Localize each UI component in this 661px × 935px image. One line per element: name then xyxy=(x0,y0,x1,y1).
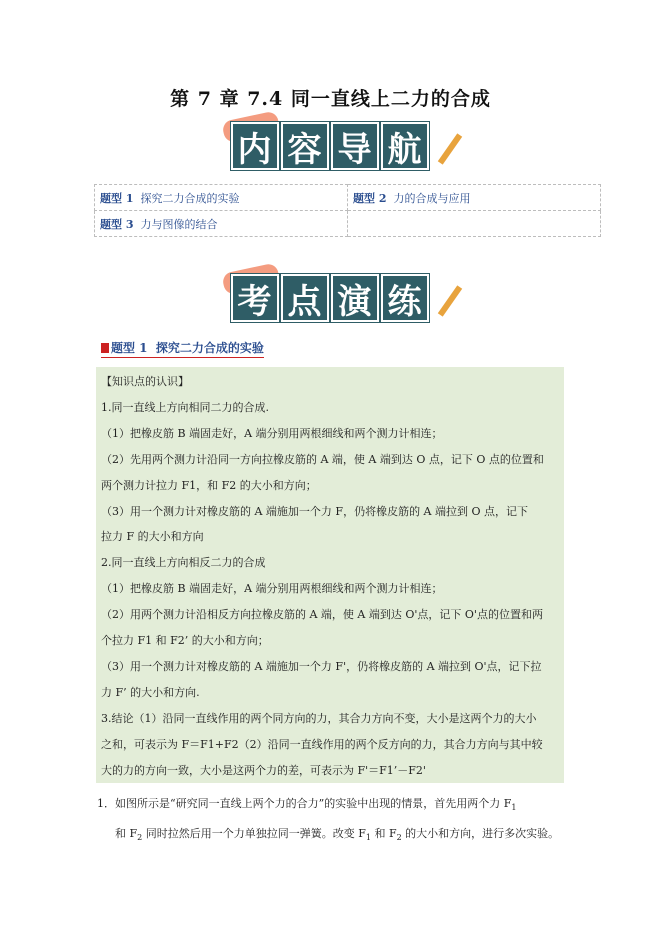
knowledge-line: 2.同一直线上方向相反二力的合成 xyxy=(101,556,266,570)
page-title: 第 7 章 7.4 同一直线上二力的合成 xyxy=(170,88,491,110)
question-text: 的大小和方向，进行多次实验。 xyxy=(401,827,560,841)
nav-text: 力的合成与应用 xyxy=(393,191,471,205)
table-row xyxy=(95,185,601,211)
nav-cell-empty xyxy=(348,211,601,237)
knowledge-line: 3.结论（1）沿同一直线作用的两个同方向的力，其合力方向不变，大小是这两个力的大小 xyxy=(101,711,537,725)
nav-cell[interactable] xyxy=(95,185,348,211)
knowledge-line: （1）把橡皮筋 B 端固走好，A 端分别用两根细线和两个测力计相连； xyxy=(101,426,443,440)
banner-char: 演 xyxy=(331,274,379,322)
knowledge-line: 两个测力计拉力 F1，和 F2 的大小和方向； xyxy=(101,478,317,492)
question-text: 1．如图所示是“研究同一直线上两个力的合力”的实验中出现的情景，首先用两个力 F xyxy=(97,797,512,810)
subscript: 2 xyxy=(396,833,402,843)
knowledge-line: 1.同一直线上方向相同二力的合成. xyxy=(101,400,269,414)
nav-cell[interactable] xyxy=(95,211,348,237)
knowledge-line: 之和，可表示为 F＝F1+F2（2）沿同一直线作用的两个反方向的力，其合力方向与其中较 xyxy=(101,737,543,751)
question-text: 和 F xyxy=(115,827,138,841)
subscript: 2 xyxy=(137,833,143,843)
nav-tag: 题型 1 xyxy=(100,191,134,205)
knowledge-line: 力 F’ 的大小和方向. xyxy=(101,685,200,699)
subscript: 1 xyxy=(511,803,517,813)
table-row xyxy=(95,211,601,237)
banner-char: 航 xyxy=(381,122,429,170)
banner-char: 练 xyxy=(381,274,429,322)
knowledge-line: （3）用一个测力计对橡皮筋的 A 端施加一个力 F'，仍将橡皮筋的 A 端拉到 O'点，记下拉 xyxy=(101,659,542,673)
pen-icon xyxy=(437,133,461,164)
nav-tag: 题型 3 xyxy=(100,217,134,231)
knowledge-line: （3）用一个测力计对橡皮筋的 A 端施加一个力 F，仍将橡皮筋的 A 端拉到 O 点，记下 xyxy=(101,504,529,518)
banner-char: 导 xyxy=(331,122,379,170)
banner-char: 容 xyxy=(281,122,329,170)
banner-char: 考 xyxy=(231,274,279,322)
knowledge-line: 拉力 F 的大小和方向 xyxy=(101,530,204,544)
content-nav-table xyxy=(94,184,601,237)
question-text: 同时拉然后用一个力单独拉同一弹簧。改变 F xyxy=(142,827,366,841)
section-tag: 题型 1 xyxy=(111,341,148,355)
subscript: 1 xyxy=(365,833,371,843)
question-text: 和 F xyxy=(370,827,397,841)
question-line xyxy=(97,821,567,851)
knowledge-line: 个拉力 F1 和 F2’ 的大小和方向； xyxy=(101,634,269,648)
nav-cell[interactable] xyxy=(348,185,601,211)
nav-tag: 题型 2 xyxy=(353,191,387,205)
question-line xyxy=(97,791,567,821)
nav-text: 力与图像的结合 xyxy=(140,217,218,231)
knowledge-line: （2）先用两个测力计沿同一方向拉橡皮筋的 A 端，使 A 端到达 O 点，记下 O 点的位置和 xyxy=(101,452,544,466)
knowledge-line: 【知识点的认识】 xyxy=(101,375,189,388)
knowledge-line: （1）把橡皮筋 B 端固走好，A 端分别用两根细线和两个测力计相连； xyxy=(101,582,443,596)
banner-char: 内 xyxy=(231,122,279,170)
knowledge-box xyxy=(96,367,564,783)
content-nav-banner xyxy=(231,120,431,172)
exam-practice-banner xyxy=(231,272,431,324)
question-1 xyxy=(97,791,567,851)
knowledge-line: （2）用两个测力计沿相反方向拉橡皮筋的 A 端，使 A 端到达 O'点，记下 O'点的位置和两 xyxy=(101,608,543,622)
red-square-icon xyxy=(101,343,109,353)
banner-char: 点 xyxy=(281,274,329,322)
knowledge-line: 大的力的方向一致，大小是这两个力的差，可表示为 F'＝F1’－F2' xyxy=(101,763,426,777)
pen-icon xyxy=(437,285,461,316)
section-title: 探究二力合成的实验 xyxy=(155,341,264,355)
section-heading xyxy=(101,339,264,358)
nav-text: 探究二力合成的实验 xyxy=(140,191,240,205)
